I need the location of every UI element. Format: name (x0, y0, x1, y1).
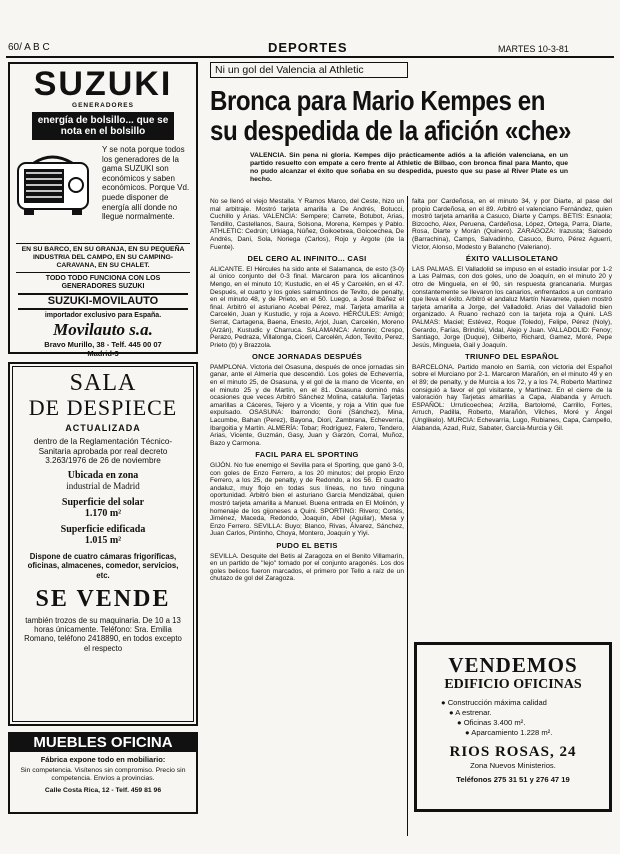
suzuki-address: Bravo Murillo, 38 - Telf. 445 00 07 (44, 340, 162, 349)
sala-title-2: DE DESPIECE (28, 395, 178, 420)
col2-text-3: BARCELONA. Partido manolo en Sarrià, con victoria del Español sobre el Murciano por 2-1. Marcaron Marañón, en el minuto 49 y en el 89; de penalty, y de Murcia a los 72, y a los 74, Roberto Martínez consiguió a favor el gol visitante, y Martínez. En el cierre de la valoración hay Tarjetas amarillas a Capa, Alabanda y Arruch. ESPAÑOL: Urruticoechea; Arzilla, Bartolomé, Carrillo, Fortes, Arruch, Padilla, Roberto, Marañón, Vilches, Moré y Ángel (Unglikelo). MURCIA: Echevarría, Lugo, Rubianes, Capa, Campello, Alabanda, Azad, Ruiz, Sabater, García-Murcia y Gil. (412, 363, 612, 432)
subhead-once-jornadas: ONCE JORNADAS DESPUÉS (251, 352, 363, 362)
vendemos-zone: Zona Nuevos Ministerios. (470, 761, 556, 770)
vendemos-street: RIOS ROSAS, 24 (449, 744, 577, 760)
suzuki-uses: EN SU BARCO, EN SU GRANJA, EN SU PEQUEÑA INDUSTRIA DEL CAMPO, EN SU CAMPING-CARAVANA, EN SU CHALET. (21, 246, 185, 269)
suzuki-subbrand: GENERADORES (72, 102, 134, 109)
column-divider (407, 196, 408, 836)
subhead-exito-vallisoletano: ÉXITO VALLISOLETANO (465, 254, 559, 264)
sala-subtitle: ACTUALIZADA (65, 423, 141, 433)
article-kicker: Ni un gol del Valencia al Athletic (210, 62, 408, 78)
vendemos-item: ● A estrenar. (449, 708, 492, 717)
vendemos-item: ● Aparcamiento 1.228 m². (465, 728, 553, 737)
article-column-1 (210, 198, 404, 848)
subhead-cero-infinito: DEL CERO AL INFINITO... CASI (247, 254, 367, 264)
sala-text-3: también trozos de su maquinaria. De 10 a 13 horas únicamente. Teléfono: Sra. Emilia Romano, teléfono 2418890, en todos excepto el respecto (24, 616, 182, 653)
article-headline (210, 85, 571, 146)
muebles-subtitle: Fábrica expone todo en mobiliario: (40, 755, 166, 764)
sala-solar-value: 1.170 m² (84, 507, 122, 519)
article-text-3: PAMPLONA. Victoria del Osasuna, después de once jornadas sin ganar, ante el Almería que descendió. Los goles de Echeverría, en el minuto 25, de Osasuna, y el gol de la mano de Vicente, en el minuto 25 y de Martín, en el 81. Osasuna dominó más ocasiones que veces Arbitró Sánchez Molina, cataluña. Tarjetas amarillas a Cáceres, Tejero y a Vicente, y roja a Vitin que fue expulsado. OSASUNA: Ibarrondo; Goni (Sánchez), Mina, Lacumbe, Bahan (Perez), Bayona, Diori, Zambrana, Echeverría, Ibargoitia y Martín. ALMERÍA: Tobar; Rodríguez, Falero, Tendero, Arias, Vicente, Guzmán, Gasy, Juan y Garzón, Corral, Muñoz, Bazo y Carmona. (210, 363, 404, 447)
sala-title-1: SALA (69, 370, 137, 396)
sala-solar-label: Superficie del solar (61, 496, 145, 508)
vendemos-ad (414, 642, 612, 812)
vendemos-item: ● Construcción máxima calidad (441, 698, 547, 707)
generator-icon (14, 149, 96, 219)
headline-line-1: Bronca para Mario Kempes en (210, 85, 545, 116)
sala-text-2: Dispone de cuatro cámaras frigoríficas, oficinas, almacenes, comedor, servicios, etc. (27, 551, 179, 580)
suzuki-brand-2: SUZUKI-MOVILAUTO (18, 293, 188, 310)
vendemos-item: ● Oficinas 3.400 m². (457, 718, 526, 727)
header-rule (6, 56, 614, 58)
suzuki-tagline: TODO TODO FUNCIONA CON LOS GENERADORES SUZUKI (45, 275, 161, 290)
page-number: 60/ A B C (8, 42, 50, 53)
article-lead: VALENCIA. Sin pena ni gloria. Kempes dijo prácticamente adiós a la afición valenciana, en un partido resuelto con empate a cero frente al Athletic de Bilbao, con bronca final para Manto, que no pudo alcanzar el éxito que soñaba en su despedida, puesto que su pase al River Plate es un hecho. (250, 152, 568, 183)
sala-despiece-ad (8, 362, 198, 726)
col2-text-2: LAS PALMAS. El Valladolid se impuso en el estadio insular por 1-2 a Las Palmas, con dos goles, uno de Joaquín, en el minuto 20 y otro de Minguela, en el 90, sin respuesta grancanaria. Murgas constantemente se llevaron los canarios, enfrentados a un contrario que lleva el éxito. Arbitró el andaluz Martín Navarrete, quien mostró tarjeta amarilla a Jorge, del Valladolid. Arias del Valladolid bien organizado. A Ruano rechazó con la tarjeta roja a Quini. LAS PALMAS: Maciel; Estévez, Roque (Toledo), Felipe, Pérez (Noly), Gerardo, Farías, Brindisi, Vidal, Alejo y Juan. VALLADOLID: Fenoy; Santiago, Jorge (Duque), Gilberto, Richard, Gamez, Moré, Pepe Jesús, Minguela, Gail y Joaquín. (412, 265, 612, 349)
sala-built-label: Superficie edificada (60, 523, 146, 535)
headline-line-2: su despedida de la afición «che» (210, 115, 571, 146)
sala-location-2: industrial de Madrid (66, 480, 140, 491)
movilauto-logo: Movilauto s.a. (53, 320, 153, 339)
article-text-4: GIJÓN. No fue enemigo el Sevilla para el Sporting, que ganó 3-0, con goles de Enzo Ferrero, a los 20 minutos; del propio Enzo Ferrero, a los 25, de penalty, y de Redondo, a los 56. El cuadro andaluz, muy flojo en todas sus líneas, no tuvo ninguna oportunidad. Arbitró bien el asturiano García Mendizábal, quien mostró tarjeta amarilla a Manuel. Buena entrada en El Molinón, y homenaje de los gijoneses a Quini. SPORTING: Rivero; Cortés, Jiménez, Maceda, Redondo, Joaquín, Abel (Aguilar), Mesa y Enzo Ferrero. SEVILLA: Buyo; Blanco, Rivas, Álvarez, Sánchez, Juan Carlos, Pintinho, Choya, Montero, Joaquín y Yiyi. (210, 462, 404, 538)
sala-built-value: 1.015 m² (84, 534, 122, 546)
muebles-title: MUEBLES OFICINA (10, 734, 196, 752)
sala-location-1: Ubicada en zona (67, 469, 139, 481)
muebles-text: Sin competencia. Visítenos sin compromiso. Precio sin competencia. Envíos a provincias. (20, 767, 186, 782)
article-column-2 (412, 198, 612, 634)
muebles-ad (8, 732, 198, 814)
vendemos-subtitle: EDIFICIO OFICINAS (444, 677, 582, 692)
sala-text-1: dentro de la Reglamentación Técnico-Sanitaria aprobada por real decreto 3.263/1976 de 26 de noviembre (33, 437, 173, 466)
article-text-2: ALICANTE. El Hércules ha sido ante el Salamanca, de esto (3-0) al único conjunto del 0-3 final. Marcaron para los alicantinos Mengo, en el minuto 10; Kustudic, en el 45 y Carcelén, en el 47. Después, el cuarto y los goles salmantinos de Tevito, de penalty, en el minuto 48, y de Prieto, en el 50. Luego, a José Ibáñez el final. Arbitró el asturiano Acebal Pérez, mal. Tarjeta amarilla a Carcelén, Juan y Kustudic, y roja a Acevo. HÉRCULES: Amigó; Serrat, Cartagena, Baena, Enesto, Arjol, Juan, Carcelén, Moreno (Arzán), Kustudic y Charruca. SALAMANCA: Antonio; Crespo, Perazo, Pedraza, Villalonga, Ciceri, Carcelén, Adon, Tevito, Perez, Prieto (b) y Brazzola. (210, 265, 404, 349)
sala-se-vende: SE VENDE (35, 586, 171, 612)
suzuki-city: Madrid-3 (87, 349, 119, 358)
subhead-facil-sporting: FACIL PARA EL SPORTING (255, 450, 359, 460)
suzuki-text: Y se nota porque todos los generadores de la gama SUZUKI son económicos y saben económicos. Porque Vd. puede disponer de energía allí donde no llegue normalmente. (102, 145, 190, 222)
suzuki-brand: SUZUKI (33, 65, 173, 103)
vendemos-phones: Teléfonos 275 31 51 y 276 47 19 (456, 775, 570, 784)
suzuki-importer: importador exclusivo para España. (44, 312, 162, 319)
suzuki-banner: energía de bolsillo... que se nota en el bolsillo (32, 112, 174, 140)
suzuki-ad (8, 62, 198, 358)
subhead-triunfo-espanol: TRIUNFO DEL ESPAÑOL (465, 352, 559, 362)
article-text-5: SEVILLA. Desquite del Betis al Zaragoza en el Benito Villamarín, en un partido de "lejo" tomado por el conjunto aragonés. Los dos goles belicos fueron marcados, el primero por Tello a raíz de un chutazo de gol del Zaragoza. (210, 552, 404, 583)
section-title: DEPORTES (268, 40, 348, 55)
vendemos-items (441, 698, 609, 738)
muebles-address: Calle Costa Rica, 12 - Telf. 459 81 96 (44, 787, 162, 794)
subhead-pudo-betis: PUDO EL BETIS (276, 540, 338, 550)
col2-text-1: falta por Cardeñosa, en el minuto 34, y por Diarte, al pase del propio Cardeñosa, en el 89. Arbitró el valenciano Fernández, quien mostró tarjeta amarilla a Casuco, Diarte y Camps. BETIS: Esnaola; Bizcocho, Alex, Peruena, Cardeñosa, López, Ortega, Parra, Diarte, Rosa, Diarte y Morán (Quinero). ZARAGOZA: Irazusta; Salcedo (Barrachina), Camps, Salvadinho, Casuco, Burro, Pérez Aguerri, Víctor, Alonso, Modesto y Balancho (Valeriano). (412, 198, 612, 251)
issue-date: MARTES 10-3-81 (498, 44, 569, 54)
vendemos-title: VENDEMOS (448, 653, 578, 677)
article-text-1: No se llenó el viejo Mestalla. Y Ramos Marco, del Ceste, hizo un mal arbitraje. Mostró tarjeta amarilla a De Andrés, Botucci, Cuchillo y Arias. VALENCIA: Sempere; Carrete, Botubot, Arias, Tendillo, Castellanos, Saura, Solsona, Morena, Kempes y Pablo. ATHLETIC: Cedrún; Urkiaga, Núñez, Goikoetxea, Goicoechea, De Andrés, Dani, Sola, Noriega (Carlos), Rojo y Argote (de la Fuente). (210, 198, 404, 251)
